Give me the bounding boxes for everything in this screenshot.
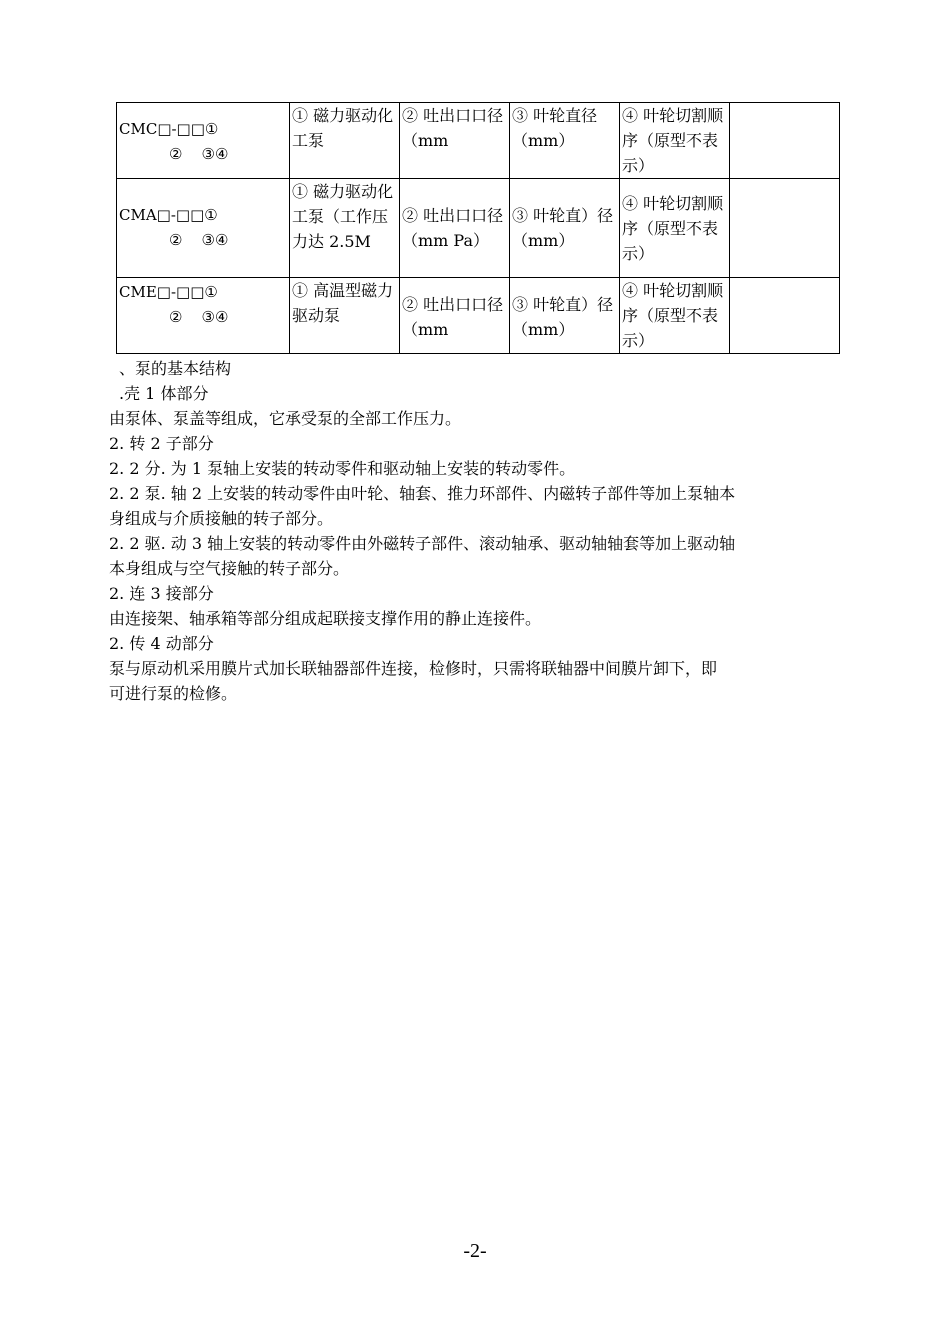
paragraph-line: .壳 1 体部分 — [119, 384, 209, 403]
table-row — [117, 103, 840, 179]
impeller-diameter-cell: ③ 叶轮直径（mm） — [510, 103, 620, 179]
empty-cell — [730, 179, 840, 278]
paragraph-line: 可进行泵的检修。 — [109, 684, 238, 703]
page-number: -2- — [463, 1240, 487, 1262]
impeller-diameter-cell: ③ 叶轮直）径（mm） — [510, 278, 620, 354]
model-code-cell: CMA□-□□① ② ③④ — [117, 179, 290, 278]
pump-type-cell: ① 磁力驱动化工泵 — [290, 103, 400, 179]
impeller-diameter-cell: ③ 叶轮直）径（mm） — [510, 179, 620, 278]
paragraph-line: 2. 转 2 子部分 — [109, 434, 214, 453]
paragraph-line: 由连接架、轴承箱等部分组成起联接支撑作用的静止连接件。 — [109, 609, 542, 628]
table-row — [117, 278, 840, 354]
impeller-cut-cell: ④ 叶轮切割顺序（原型不表示） — [620, 278, 730, 354]
impeller-cut-cell: ④ 叶轮切割顺序（原型不表示） — [620, 179, 730, 278]
pump-model-table — [116, 102, 840, 354]
paragraph-line: 2. 2 驱. 动 3 轴上安装的转动零件由外磁转子部件、滚动轴承、驱动轴轴套等加上驱动轴 — [109, 534, 736, 553]
paragraph-line: 本身组成与空气接触的转子部分。 — [109, 559, 350, 578]
paragraph-line: 2. 2 泵. 轴 2 上安装的转动零件由叶轮、轴套、推力环部件、内磁转子部件等加上泵轴本 — [109, 484, 736, 503]
empty-cell — [730, 103, 840, 179]
basic-structure-section — [109, 356, 841, 706]
section-heading: 、泵的基本结构 — [119, 359, 232, 378]
paragraph-line: 2. 传 4 动部分 — [109, 634, 214, 653]
empty-cell — [730, 278, 840, 354]
paragraph-line: 2. 2 分. 为 1 泵轴上安装的转动零件和驱动轴上安装的转动零件。 — [109, 459, 576, 478]
impeller-cut-cell: ④ 叶轮切割顺序（原型不表示） — [620, 103, 730, 179]
paragraph-line: 2. 连 3 接部分 — [109, 584, 214, 603]
paragraph-line: 由泵体、泵盖等组成，它承受泵的全部工作压力。 — [109, 409, 462, 428]
outlet-diameter-cell: ② 吐出口口径（mm — [400, 278, 510, 354]
pump-type-cell: ① 磁力驱动化工泵（工作压力达 2.5M — [290, 179, 400, 278]
outlet-diameter-cell: ② 吐出口口径（mm — [400, 103, 510, 179]
paragraph-line: 泵与原动机采用膜片式加长联轴器部件连接，检修时，只需将联轴器中间膜片卸下，即 — [109, 659, 718, 678]
table-row — [117, 179, 840, 278]
model-code-cell: CME□-□□① ② ③④ — [117, 278, 290, 354]
model-code-cell: CMC□-□□① ② ③④ — [117, 103, 290, 179]
paragraph-line: 身组成与介质接触的转子部分。 — [109, 509, 334, 528]
outlet-diameter-cell: ② 吐出口口径（mm Pa） — [400, 179, 510, 278]
pump-type-cell: ① 高温型磁力驱动泵 — [290, 278, 400, 354]
